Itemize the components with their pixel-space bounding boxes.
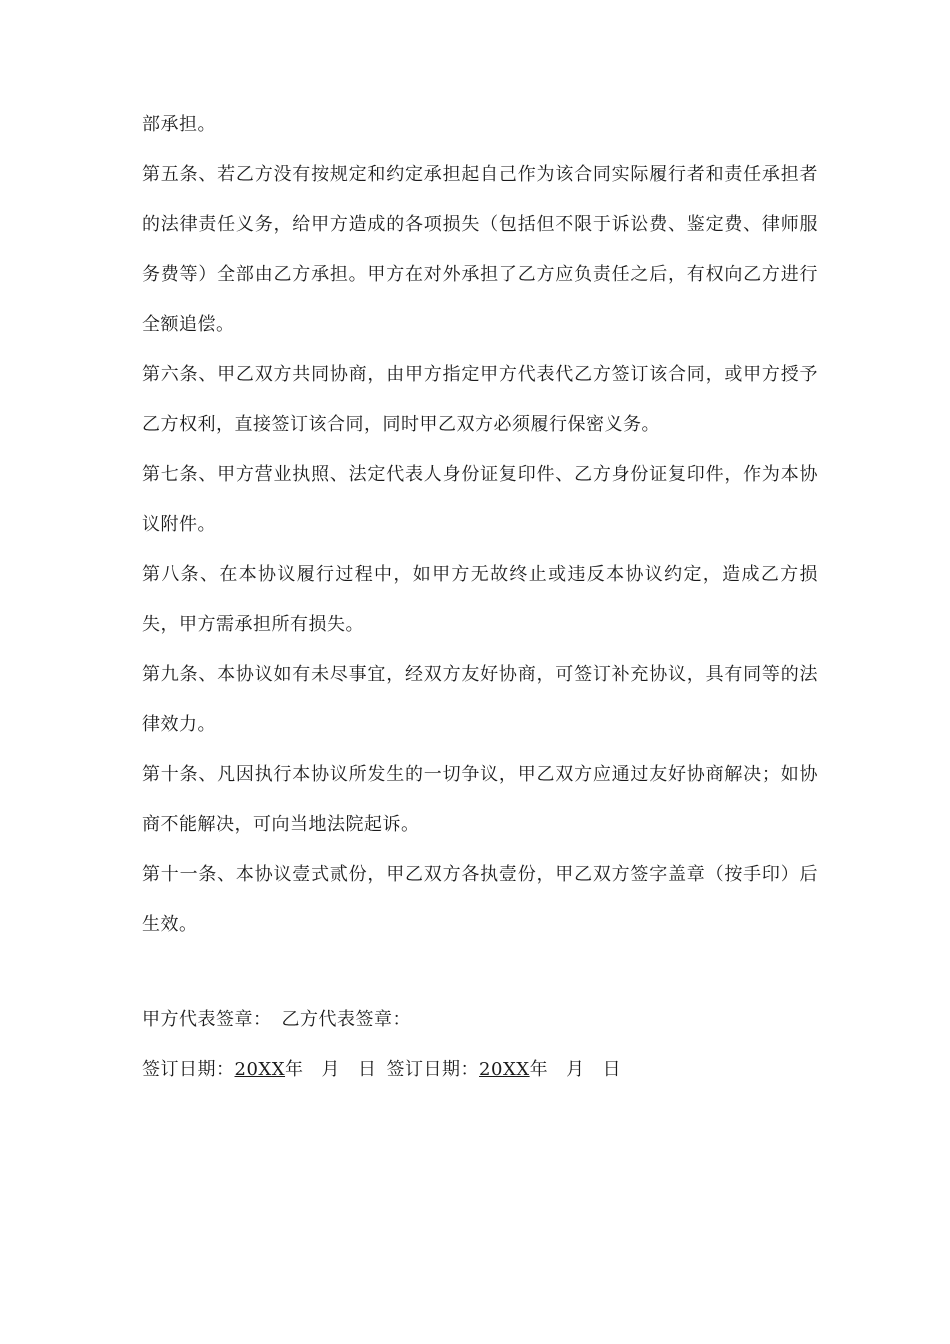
party-a-year: 20XX <box>234 1059 286 1080</box>
clause-8: 第八条、在本协议履行过程中，如甲方无故终止或违反本协议约定，造成乙方损失，甲方需承担所有损失。 <box>142 564 818 635</box>
clause-continuation: 部承担。 <box>142 114 216 135</box>
signature-line <box>142 995 818 1045</box>
clause-7: 第七条、甲方营业执照、法定代表人身份证复印件、乙方身份证复印件，作为本协议附件。 <box>142 464 818 535</box>
party-a-year-unit: 年 <box>285 1059 304 1080</box>
party-b-year-unit: 年 <box>529 1059 549 1080</box>
clause-11: 第十一条、本协议壹式贰份，甲乙双方各执壹份，甲乙双方签字盖章（按手印）后生效。 <box>142 864 818 935</box>
party-a-month-unit: 月 <box>321 1059 341 1080</box>
party-a-signature-label: 甲方代表签章： <box>142 1009 272 1030</box>
date-line <box>142 1045 818 1095</box>
contract-body <box>142 100 818 950</box>
party-a-day-unit: 日 <box>358 1059 377 1080</box>
clause-6: 第六条、甲乙双方共同协商，由甲方指定甲方代表代乙方签订该合同，或甲方授予乙方权利，直接签订该合同，同时甲乙双方必须履行保密义务。 <box>142 364 818 435</box>
party-b-signature-label: 乙方代表签章： <box>281 1009 411 1030</box>
party-b-day-unit: 日 <box>602 1059 622 1080</box>
signature-block <box>142 995 818 1095</box>
party-a-date-label: 签订日期： <box>142 1059 235 1080</box>
party-b-date-label: 签订日期： <box>386 1059 480 1080</box>
clause-10: 第十条、凡因执行本协议所发生的一切争议，甲乙双方应通过友好协商解决；如协商不能解决，可向当地法院起诉。 <box>142 764 818 835</box>
party-b-year: 20XX <box>479 1059 530 1080</box>
clause-5: 第五条、若乙方没有按规定和约定承担起自己作为该合同实际履行者和责任承担者的法律责任义务，给甲方造成的各项损失（包括但不限于诉讼费、鉴定费、律师服务费等）全部由乙方承担。甲方在对外承担了乙方应负责任之后，有权向乙方进行全额追偿。 <box>142 164 818 335</box>
clause-9: 第九条、本协议如有未尽事宜，经双方友好协商，可签订补充协议，具有同等的法律效力。 <box>142 664 818 735</box>
party-b-month-unit: 月 <box>566 1059 585 1080</box>
